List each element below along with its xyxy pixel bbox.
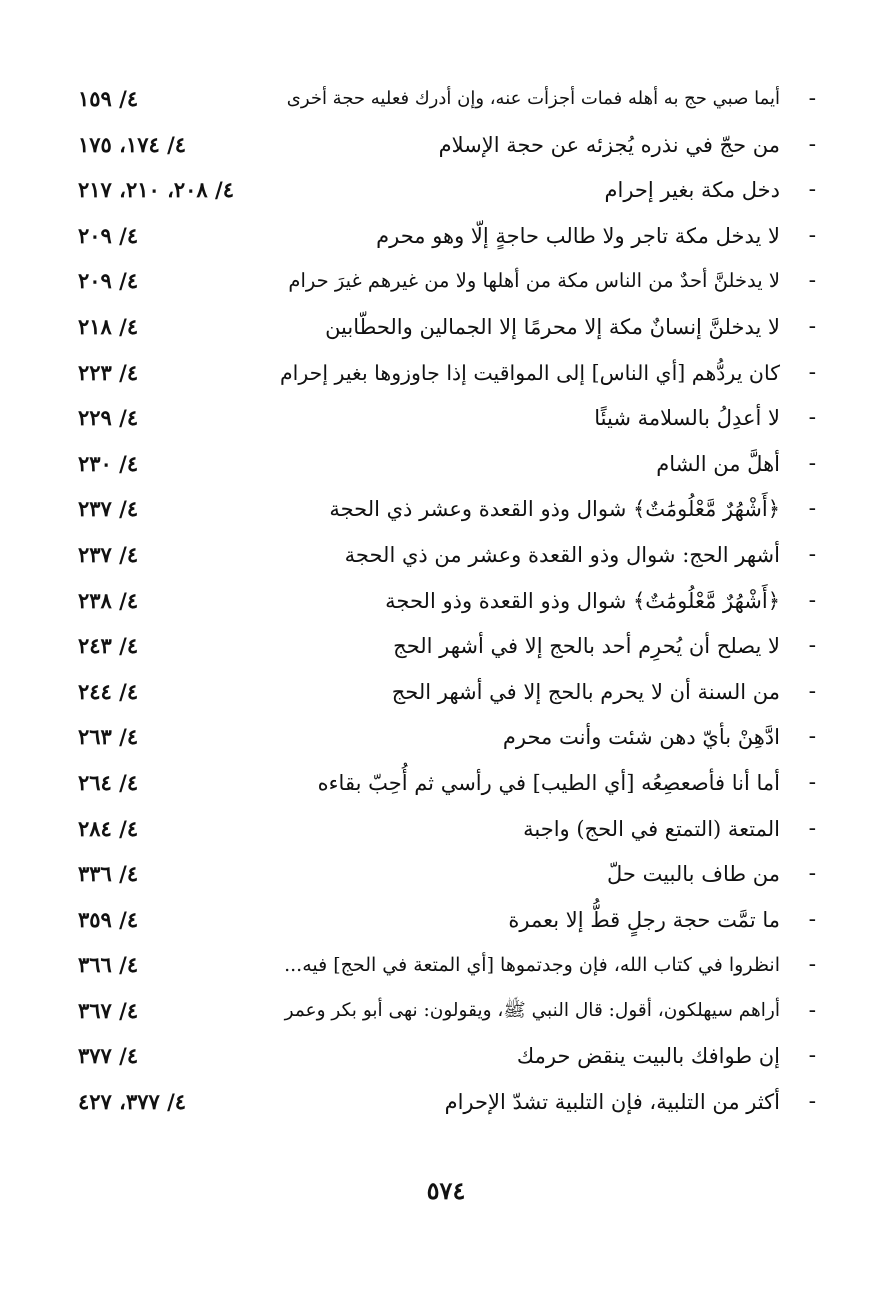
item-reference: ٤/ ٢٢٩ xyxy=(78,405,139,431)
list-item xyxy=(78,534,816,580)
item-dash: - xyxy=(808,633,816,659)
item-dash: - xyxy=(808,86,816,111)
list-item xyxy=(78,78,816,124)
item-reference: ٤/ ٢٦٣ xyxy=(78,724,139,750)
item-reference: ٤/ ٢٠٨، ٢١٠، ٢١٧ xyxy=(78,177,234,203)
item-text: من طاف بالبيت حلّ xyxy=(607,862,780,887)
item-text: لا يصلح أن يُحرِم أحد بالحج إلا في أشهر الحج xyxy=(393,634,780,659)
list-item xyxy=(78,306,816,352)
list-item xyxy=(78,808,816,854)
item-dash: - xyxy=(808,131,816,157)
item-reference: ٤/ ٢٣٨ xyxy=(78,587,139,613)
item-dash: - xyxy=(808,496,816,522)
list-item xyxy=(78,124,816,170)
item-reference: ٤/ ٣٦٧ xyxy=(78,997,139,1023)
item-dash: - xyxy=(808,450,816,476)
item-reference: ٤/ ١٧٤، ١٧٥ xyxy=(78,131,187,157)
list-item xyxy=(78,260,816,306)
item-text: أيما صبي حج به أهله فمات أجزأت عنه، وإن أدرك فعليه حجة أخرى xyxy=(286,88,780,109)
item-reference: ٤/ ٢٣٧ xyxy=(78,496,139,522)
item-text: من السنة أن لا يحرم بالحج إلا في أشهر الحج xyxy=(391,679,780,704)
item-dash: - xyxy=(808,541,816,567)
item-reference: ٤/ ٢٤٤ xyxy=(78,678,139,704)
list-item xyxy=(78,488,816,534)
item-dash: - xyxy=(808,678,816,704)
list-item xyxy=(78,762,816,808)
item-reference: ٤/ ٣٥٩ xyxy=(78,906,139,932)
item-text: لا يدخلنَّ أحدٌ من الناس مكة من أهلها ولا من غيرهم غيرَ حرام xyxy=(288,269,780,293)
list-item xyxy=(78,716,816,762)
item-text: المتعة (التمتع في الحج) واجبة xyxy=(523,816,780,841)
item-dash: - xyxy=(808,952,816,978)
list-item xyxy=(78,944,816,990)
list-item xyxy=(78,352,816,398)
item-dash: - xyxy=(808,1089,816,1115)
item-reference: ٤/ ٢٨٤ xyxy=(78,815,139,841)
item-text: لا أعدِلُ بالسلامة شيئًا xyxy=(594,406,780,431)
list-item xyxy=(78,671,816,717)
item-text: أراهم سيهلكون، أقول: قال النبي ﷺ، ويقولون: نهى أبو بكر وعمر xyxy=(284,999,780,1021)
list-item xyxy=(78,1035,816,1081)
item-text: من حجّ في نذره يُجزئه عن حجة الإسلام xyxy=(438,132,780,157)
list-item xyxy=(78,899,816,945)
item-dash: - xyxy=(808,769,816,795)
item-text: أشهر الحج: شوال وذو القعدة وعشر من ذي الحجة xyxy=(344,542,780,567)
item-dash: - xyxy=(808,313,816,339)
item-reference: ٤/ ١٥٩ xyxy=(78,86,139,111)
list-item xyxy=(78,853,816,899)
item-dash: - xyxy=(808,222,816,248)
item-dash: - xyxy=(808,268,816,294)
item-reference: ٤/ ٢٠٩ xyxy=(78,222,139,248)
item-dash: - xyxy=(808,906,816,932)
item-reference: ٤/ ٢٢٣ xyxy=(78,359,139,385)
item-text: ما تمَّت حجة رجلٍ قطُّ إلا بعمرة xyxy=(508,907,780,932)
item-dash: - xyxy=(808,405,816,431)
list-item xyxy=(78,397,816,443)
item-dash: - xyxy=(808,359,816,385)
item-text: إن طوافك بالبيت ينقض حرمك xyxy=(516,1044,780,1069)
item-text: دخل مكة بغير إحرام xyxy=(604,178,780,203)
item-text: لا يدخل مكة تاجر ولا طالب حاجةٍ إلّا وهو محرم xyxy=(376,223,780,248)
item-text: ﴿أَشْهُرٌ مَّعْلُومَٰتٌ﴾ شوال وذو القعدة وعشر ذي الحجة xyxy=(329,497,780,522)
item-reference: ٤/ ٢١٨ xyxy=(78,313,139,339)
list-item xyxy=(78,990,816,1036)
item-reference: ٤/ ٣٦٦ xyxy=(78,952,139,978)
list-item xyxy=(78,169,816,215)
item-dash: - xyxy=(808,724,816,750)
item-reference: ٤/ ٢٣٠ xyxy=(78,450,139,476)
list-item xyxy=(78,443,816,489)
item-reference: ٤/ ٣٧٧، ٤٢٧ xyxy=(78,1089,187,1115)
item-text: كان يردُّهم [أي الناس] إلى المواقيت إذا جاوزوها بغير إحرام xyxy=(279,360,780,385)
item-reference: ٤/ ٢٤٣ xyxy=(78,633,139,659)
item-dash: - xyxy=(808,815,816,841)
item-text: ﴿أَشْهُرٌ مَّعْلُومَٰتٌ﴾ شوال وذو القعدة وذو الحجة xyxy=(385,588,780,613)
item-text: أما أنا فأصعصِعُه [أي الطيب] في رأسي ثم أُحِبّ بقاءه xyxy=(317,770,780,795)
item-dash: - xyxy=(808,1043,816,1069)
list-item xyxy=(78,625,816,671)
item-dash: - xyxy=(808,587,816,613)
item-text: أهلَّ من الشام xyxy=(656,451,780,476)
item-reference: ٤/ ٣٧٧ xyxy=(78,1043,139,1069)
page-number: ٥٧٤ xyxy=(426,1176,466,1205)
item-dash: - xyxy=(808,177,816,203)
item-dash: - xyxy=(808,861,816,887)
list-item xyxy=(78,580,816,626)
item-dash: - xyxy=(808,997,816,1023)
item-reference: ٤/ ٢٣٧ xyxy=(78,541,139,567)
item-text: لا يدخلنَّ إنسانٌ مكة إلا محرمًا إلا الجمالين والحطّابين xyxy=(325,314,780,339)
item-text: أكثر من التلبية، فإن التلبية تشدّ الإحرام xyxy=(444,1090,780,1115)
list-item xyxy=(78,215,816,261)
list-item xyxy=(78,1081,816,1127)
item-text: انظروا في كتاب الله، فإن وجدتموها [أي المتعة في الحج] فيه... xyxy=(284,954,780,977)
item-text: ادَّهِنْ بأيّ دهن شئت وأنت محرم xyxy=(502,725,780,750)
item-reference: ٤/ ٢٠٩ xyxy=(78,268,139,294)
item-reference: ٤/ ٣٣٦ xyxy=(78,861,139,887)
index-list xyxy=(78,78,816,1127)
item-reference: ٤/ ٢٦٤ xyxy=(78,769,139,795)
